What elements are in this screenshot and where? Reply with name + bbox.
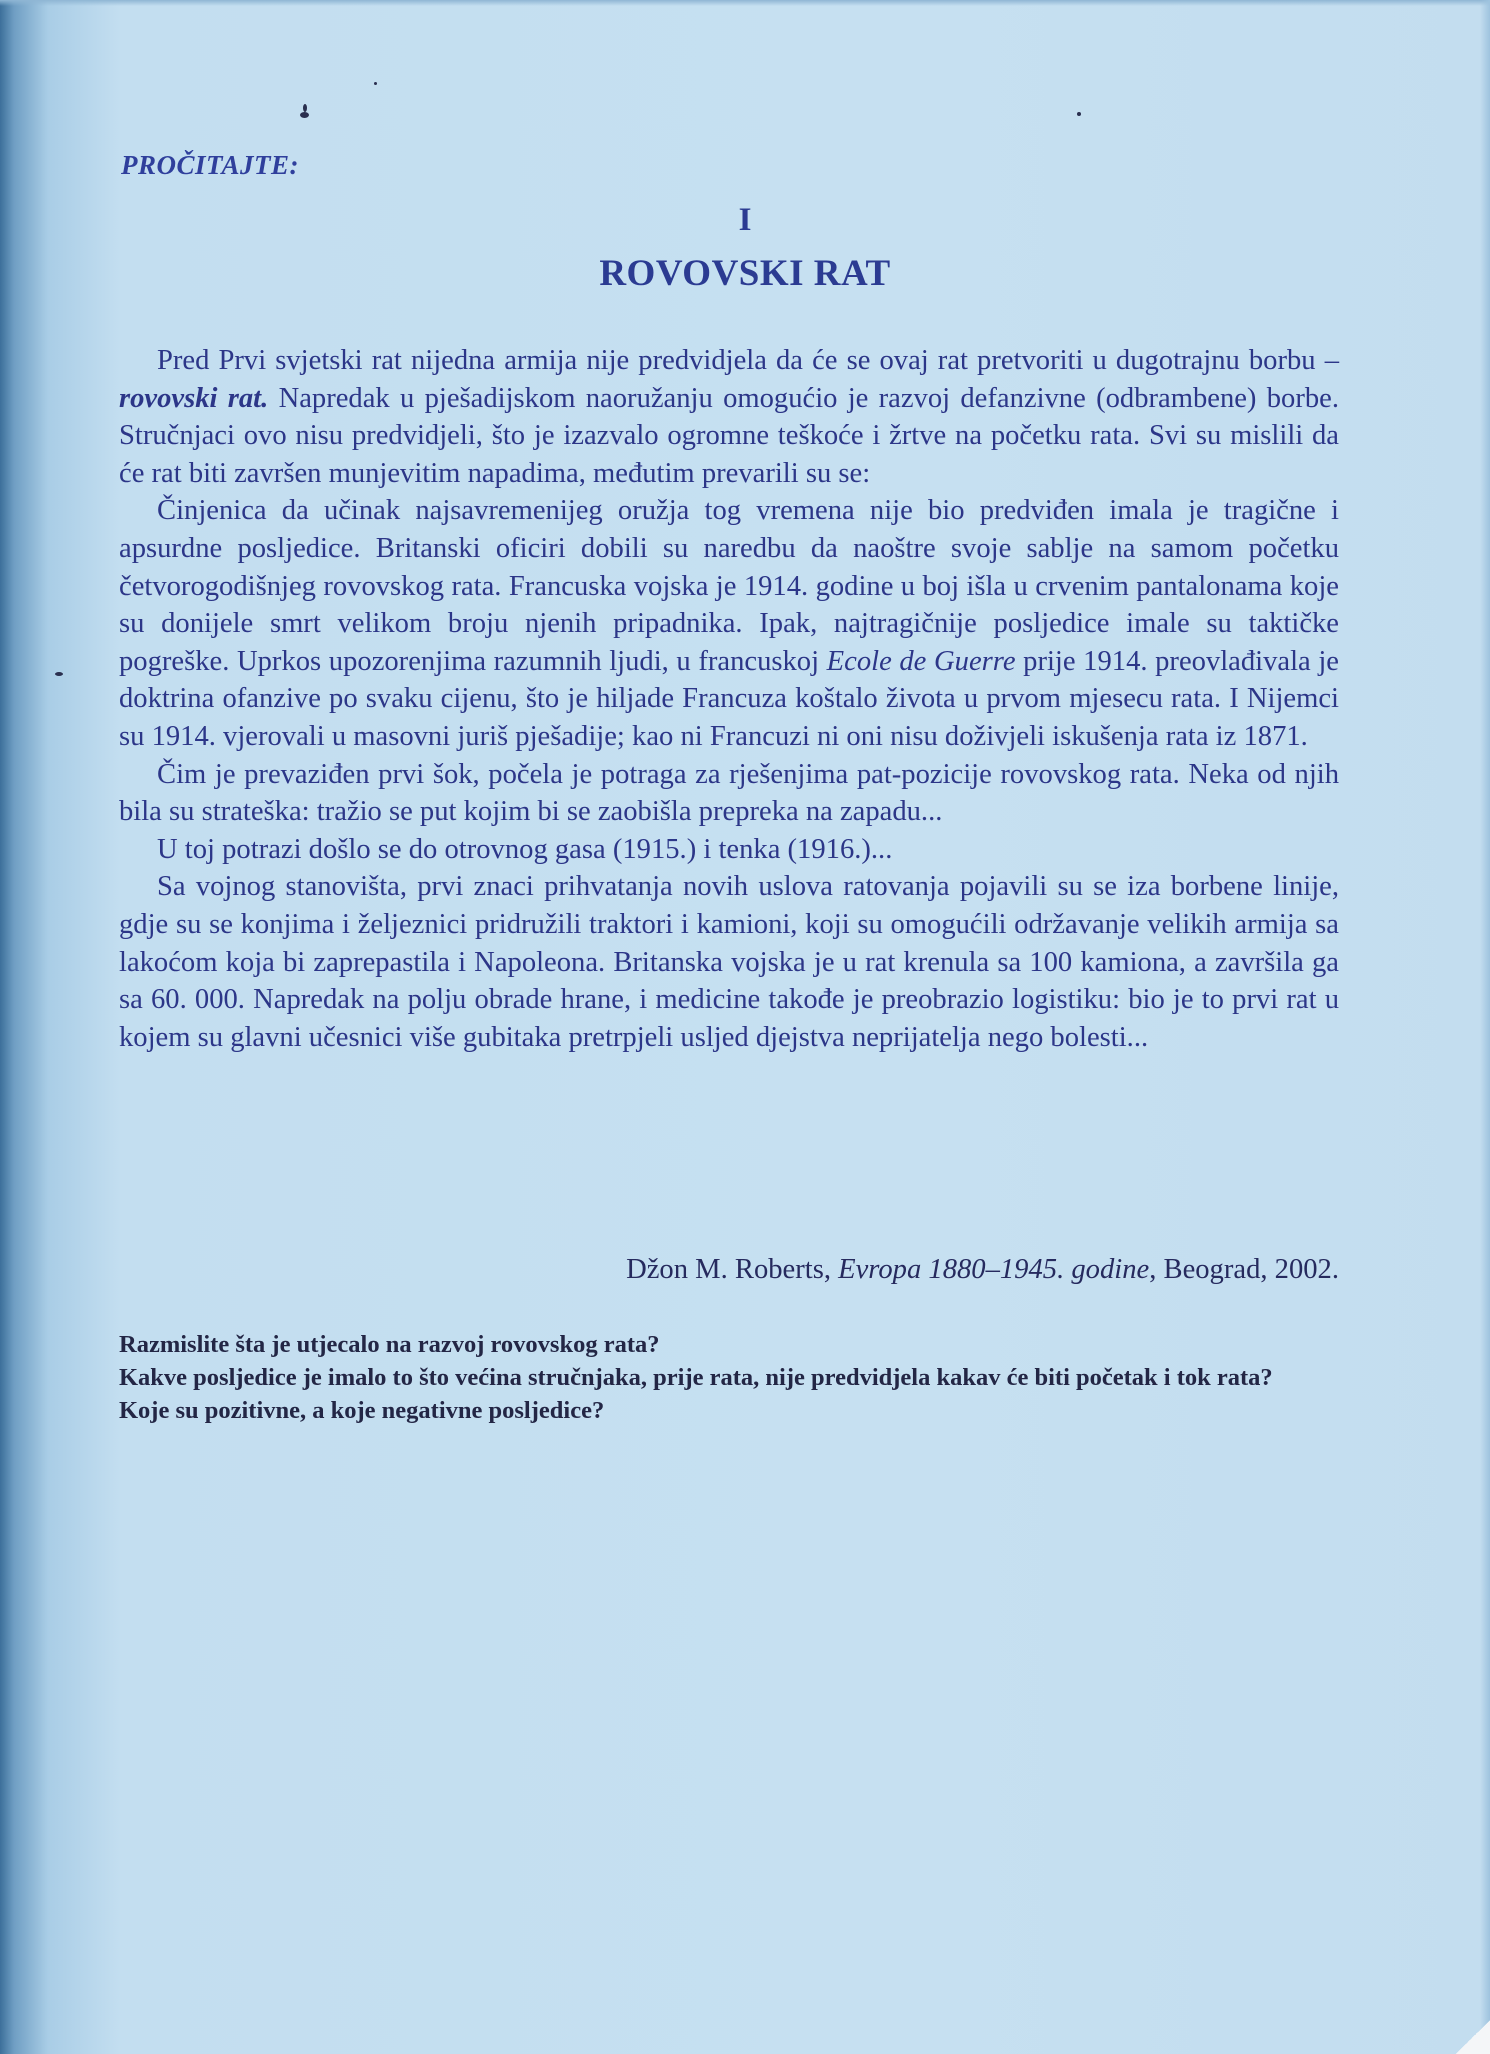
italic-school-name: Ecole de Guerre (826, 645, 1016, 677)
emphasis-term: rovovski rat. (119, 382, 269, 414)
chapter-number: I (738, 202, 752, 238)
reading-text (119, 342, 1339, 1056)
paragraph-4: U toj potrazi došlo se do otrovnog gasa (1915.) i tenka (1916.)... (157, 833, 893, 865)
ink-speck (303, 104, 307, 112)
source-citation: Džon M. Roberts, Evropa 1880–1945. godine, Beograd, 2002. (626, 1254, 1339, 1285)
paragraph-3: Čim je prevaziđen prvi šok, počela je potraga za rješenjima pat-pozicije rovovskog rata. Neka od njih bila su strateška: tražio se put kojim bi se zaobišla prepreka na zapadu... (119, 758, 1339, 828)
ink-speck (55, 672, 63, 676)
ink-speck (374, 82, 377, 85)
question-2: Kakve posljedice je imalo to što većina stručnjaka, prije rata, nije predvidjela kakav će biti početak i tok rata? (119, 1364, 1273, 1391)
paragraph-2: Činjenica da učinak najsavremenijeg oružja tog vremena nije bio predviđen imala je tragične i apsurdne posljedice. Britanski oficiri dobili su naredbu da naoštre svoje sablje na samom početku četvorogodišnjeg rovovskog rata. Francuska vojska je 1914. godine u boj išla u crvenim pantalonama koje su donijele smrt velikom broju njenih pripadnika. Ipak, najtragičnije posljedice imale su taktičke pogreške. Uprkos upozorenjima razumnih ljudi, u francuskoj Ecole de Guerre prije 1914. preovlađivala je doktrina ofanzive po svaku cijenu, što je hiljade Francuza koštalo života u prvom mjesecu rata. I Nijemci su 1914. vjerovali u masovni juriš pješadije; kao ni Francuzi ni oni nisu doživjeli iskušenja rata iz 1871. (119, 495, 1339, 752)
paragraph-1: Pred Prvi svjetski rat nijedna armija nije predvidjela da će se ovaj rat pretvoriti u dugotrajnu borbu – rovovski rat. Napredak u pješadijskom naoružanju omogućio je razvoj defanzivne (odbrambene) borbe. Stručnjaci ovo nisu predvidjeli, što je izazvalo ogromne teškoće i žrtve na početku rata. Svi su mislili da će rat biti završen munjevitim napadima, međutim prevarili su se: (119, 345, 1339, 489)
reading-label: PROČITAJTE: (121, 150, 300, 180)
question-3: Koje su pozitivne, a koje negativne posljedice? (119, 1397, 605, 1424)
paragraph-5: Sa vojnog stanovišta, prvi znaci prihvatanja novih uslova ratovanja pojavili su se iza borbene linije, gdje su se konjima i željeznici pridružili traktori i kamioni, koji su omogućili održavanje velikih armija sa lakoćom koja bi zaprepastila i Napoleona. Britanska vojska je u rat krenula sa 100 kamiona, a završila ga sa 60. 000. Napredak na polju obrade hrane, i medicine takođe je preobrazio logistiku: bio je to prvi rat u kojem su glavni učesnici više gubitaka pretrpjeli usljed djejstva neprijatelja nego bolesti... (119, 871, 1339, 1053)
question-1: Razmislite šta je utjecalo na razvoj rovovskog rata? (119, 1331, 660, 1358)
citation-work-title: Evropa 1880–1945. godine (838, 1254, 1150, 1285)
page-top-edge (0, 0, 1490, 6)
page-corner-fold (1456, 2020, 1490, 2054)
chapter-title: ROVOVSKI RAT (599, 253, 891, 294)
ink-speck (1077, 112, 1081, 116)
ink-speck (300, 112, 309, 118)
page-right-edge (1480, 0, 1490, 2054)
discussion-questions (119, 1328, 1339, 1427)
